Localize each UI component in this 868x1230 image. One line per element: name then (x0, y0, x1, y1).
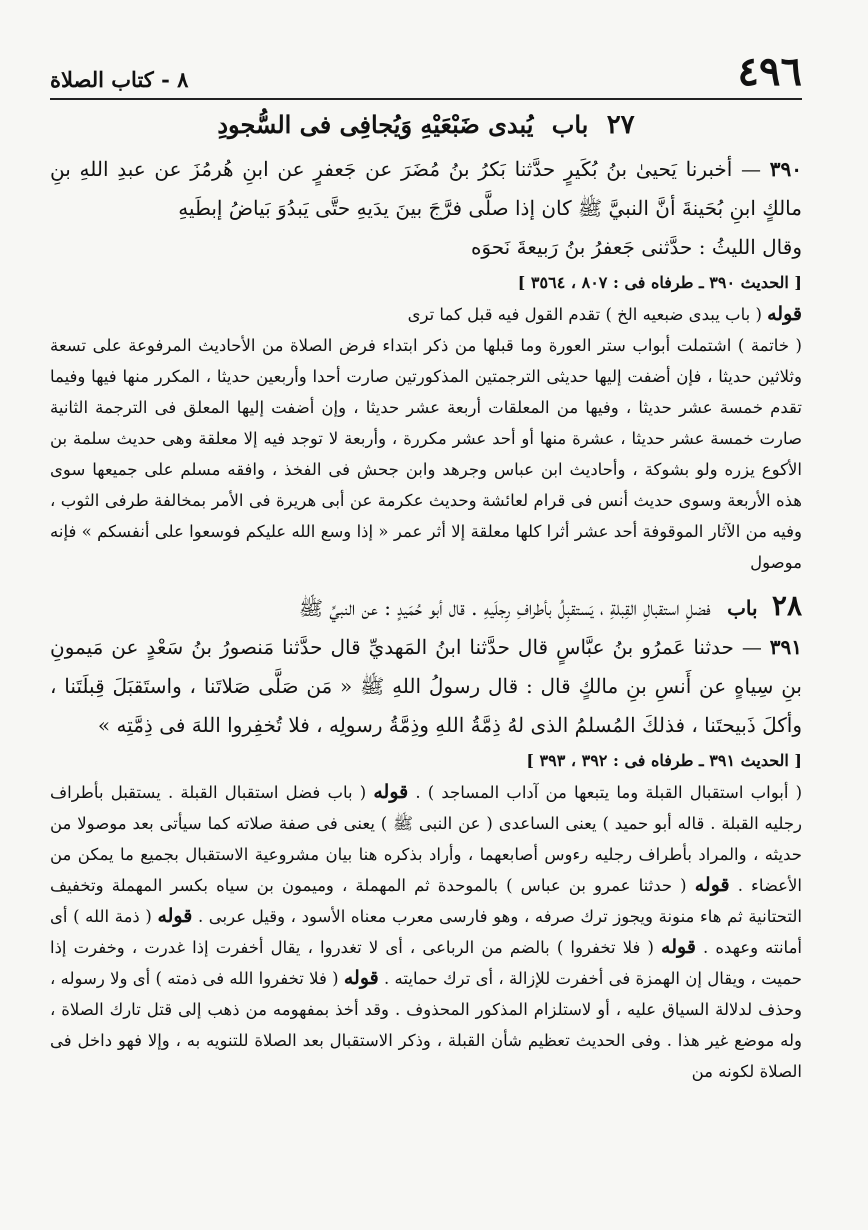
commentary-text: ( فلا تخفروا ) بالضم من الرباعى ، أى لا تغدروا ، يقال أخفرت إذا غدرت ، وخفرت إذا حميت ، ويقال إن الهمزة فى أخفرت للإزالة ، أى ترك حمايته . (50, 938, 802, 988)
chapter-heading-28 (50, 586, 802, 628)
chapter-number: ٢٧ (606, 110, 635, 140)
chapter-title: فضلِ استقبالِ القِبلةِ ، يَستقبِلُ بأطرافِ رِجلَيهِ . قال أبو حُمَيدٍ : عن النبيِّ ﷺ (298, 596, 711, 620)
commentary-khatima (50, 330, 802, 578)
commentary-text: ( ذمة الله ) أى أمانته وعهده . (50, 907, 803, 957)
commentary-keyword: قوله (343, 967, 379, 989)
commentary-text: ( حدثنا عمرو بن عباس ) بالموحدة ثم المهملة ، وميمون بن سياه بكسر المهملة وتخفيف التحتانية ثم هاء منونة ويجوز ترك صرفه ، وهو فارسى معرب معناه الأسود ، وقيل عربى . (50, 876, 802, 926)
hadith-number: ٣٩٠ (769, 157, 802, 181)
commentary-keyword: قوله (157, 905, 193, 927)
hadith-text: — أخبرنا يَحيىٰ بنُ بُكَيرٍ حدَّثنا بَكرُ بنُ مُضَرَ عن جَعفرٍ عن ابنِ هُرمُزَ عن عبدِ اللهِ بنِ مالكٍ ابنِ بُحَينةَ أنَّ النبيَّ ﷺ كان إذا صلَّى فرَّجَ بينَ يدَيهِ حتَّى يَبدُوَ بَياضُ إبطَيهِ (50, 157, 802, 220)
hadith-number: ٣٩١ (769, 635, 803, 659)
commentary-text: ( خاتمة ) اشتملت أبواب ستر العورة وما قبلها من ذكر ابتداء فرض الصلاة من الأحاديث المرفوعة على تسعة وثلاثين حديثا ، فإن أضفت إليها حديثى الترجمتين المذكورتين صارت أحدا وأربعين حديثا ، المكرر منها فيها وفيما تقدم خمسة عشر حديثا ، وفيها من المعلقات أربعة عشر حديثا ، وإن أضفت إليها المعلق فى الترجمة الثانية صارت خمسة عشر حديثا ، عشرة منها أو أحد عشر مكررة ، وأربعة لا توجد فيه إلا معلقة وهى حديث سلمة بن الأكوع يزره ولو بشوكة ، وأحاديث ابن عباس وجرهد وابن جحش فى الفخذ ، وافقه مسلم على جميعها سوى هذه الأربعة وسوى حديث أنس فى قرام لعائشة وحديث عكرمة عن أبى هريرة فى الأمر بمخالفة طرفى الثوب ، وفيه من الآثار الموقوفة أحد عشر أثرا كلها معلقة إلا أثر عمر « إذا وسع الله عليكم فوسعوا على أنفسكم » فإنه موصول (50, 336, 802, 572)
hadith-390-ref: [ الحديث ٣٩٠ ـ طرفاه فى : ٨٠٧ ، ٣٥٦٤ ] (517, 273, 802, 292)
commentary-keyword: قوله (373, 781, 409, 803)
hadith-390 (50, 150, 802, 228)
bab-word: باب (551, 110, 589, 139)
commentary-text: ( فلا تخفروا الله فى ذمته ) أى ولا رسوله ، وحذف لدلالة السياق عليه ، أو لاستلزام المذكور المحذوف . وقد أخذ بمفهومه من ذهب إلى قتل تارك الصلاة ، وله موضع غير هذا . وفى الحديث تعظيم شأن القبلة ، وذكر الاستقبال بعد الصلاة للتنويه به ، وإلا فهو داخل فى الصلاة لكونه من (50, 969, 802, 1081)
chapter-title: يُبدى ضَبْعَيْهِ وَيُجافِى فى السُّجودِ (217, 110, 534, 139)
hadith-391-ref: [ الحديث ٣٩١ ـ طرفاه فى : ٣٩٢ ، ٣٩٣ ] (526, 751, 802, 770)
commentary-text: ( باب فضل استقبال القبلة . يستقبل بأطراف رجليه القبلة . قاله أبو حميد ) يعنى الساعدى ( عن النبى ﷺ ) يعنى فى صفة صلاته كما سيأتى بعد موصولا من حديثه ، والمراد بأطراف رجليه رءوس أصابعهما ، وأراد بذكره هنا بيان مشروعية الاستقبال بجميع ما يمكن من الأعضاء . (50, 783, 802, 895)
chapter-heading-27 (50, 110, 802, 140)
commentary-keyword: قوله (661, 936, 696, 958)
commentary-block-2 (50, 777, 802, 1087)
hadith-390-laith: وقال الليثُ : حدَّثنى جَعفرُ بنُ رَبيعةَ نَحوَه (470, 235, 802, 259)
commentary-text: ( باب يبدى ضبعيه الخ ) تقدم القول فيه قبل كما ترى (407, 305, 768, 324)
page-header (50, 48, 802, 100)
commentary-keyword: قوله (767, 303, 802, 325)
hadith-391 (50, 628, 802, 745)
chapter-number: ٢٨ (771, 589, 802, 622)
page-number: ٤٩٦ (737, 48, 802, 95)
commentary-text: ( أبواب استقبال القبلة وما يتبعها من آداب المساجد ) . (415, 783, 803, 802)
bab-word: باب (727, 596, 758, 620)
hadith-text: — حدثنا عَمرُو بنُ عبَّاسٍ قال حدَّثنا ابنُ المَهديِّ قال حدَّثنا مَنصورُ بنُ سَعْدٍ عن مَيمونِ بنِ سِياهٍ عن أَنسِ بنِ مالكٍ قال : قال رسولُ اللهِ ﷺ « مَن صَلَّى صَلاتَنا ، واستَقبَلَ قِبلَتَنا ، وأكلَ ذَبيحتَنا ، فذلكَ المُسلمُ الذى لهُ ذِمَّةُ اللهِ وذِمَّةُ رسولِه ، فلا تُخفِروا اللهَ فى ذِمَّتِه » (50, 635, 802, 737)
commentary-keyword: قوله (694, 874, 730, 896)
running-head: ٨ - كتاب الصلاة (50, 67, 189, 92)
commentary-block-1 (50, 299, 802, 330)
